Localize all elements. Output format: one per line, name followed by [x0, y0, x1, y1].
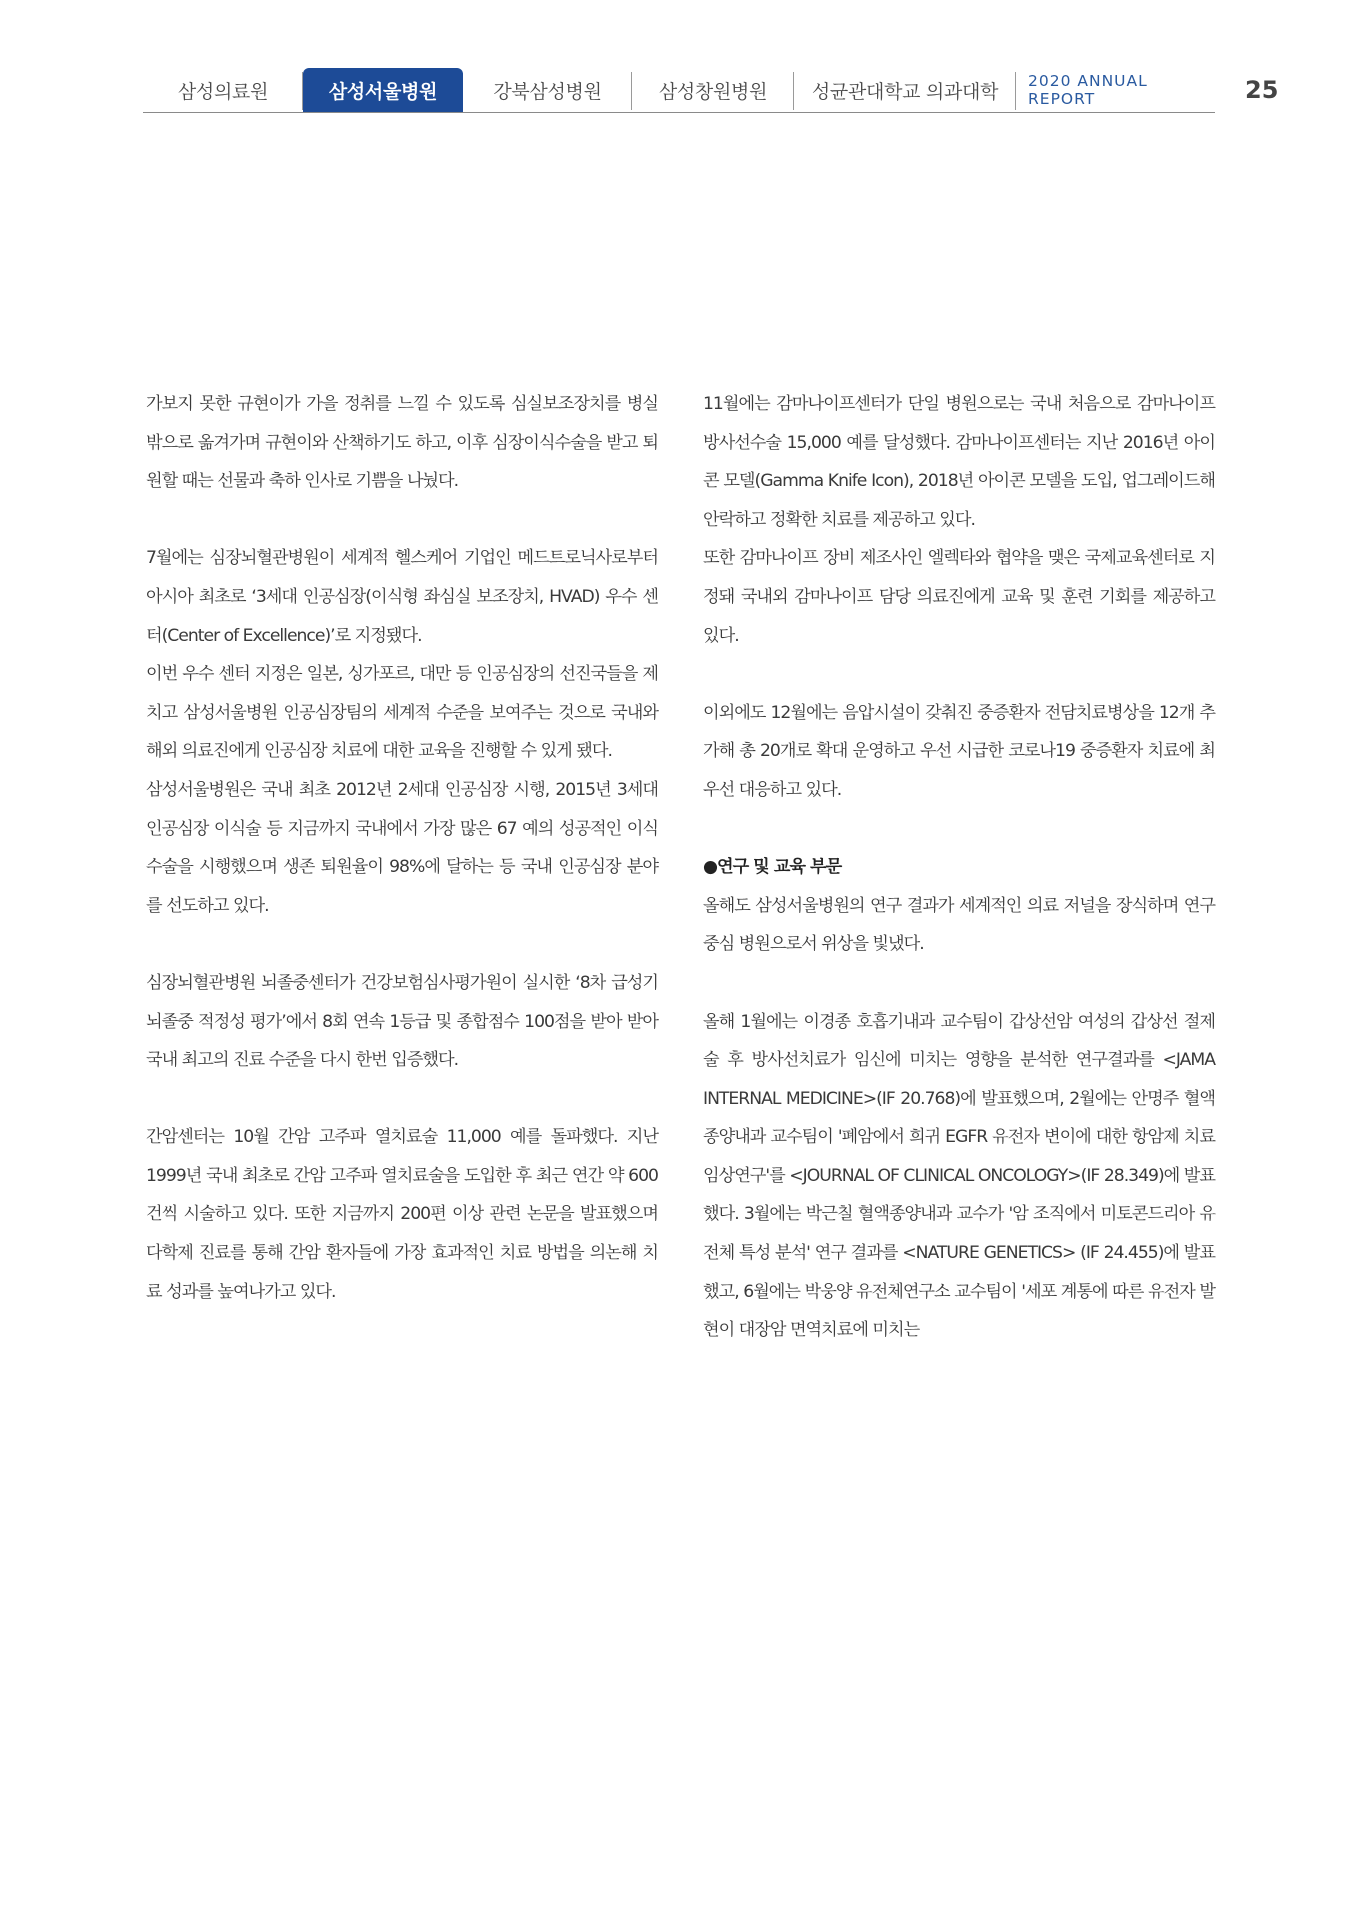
- tab-skku-medical-school[interactable]: 성균관대학교 의과대학: [794, 68, 1016, 112]
- paragraph: 11월에는 감마나이프센터가 단일 병원으로는 국내 처음으로 감마나이프 방사선수술 15,000 예를 달성했다. 감마나이프센터는 지난 2016년 아이콘 모델(Gamma Knife Icon), 2018년 아이콘 모델을 도입, 업그레이드해 안락하고 정확한 치료를 제공하고 있다.: [703, 394, 1215, 530]
- right-column: [703, 385, 1215, 1350]
- tab-samsung-seoul-hospital[interactable]: 삼성서울병원: [303, 68, 463, 112]
- tab-kangbuk-samsung-hospital[interactable]: 강북삼성병원: [463, 68, 632, 112]
- paragraph: 올해 1월에는 이경종 호흡기내과 교수팀이 갑상선암 여성의 갑상선 절제술 후 방사선치료가 임신에 미치는 영향을 분석한 연구결과를 <JAMA INTERNAL MEDICINE>(IF 20.768)에 발표했으며, 2월에는 안명주 혈액종양내과 교수팀이 '폐암에서 희귀 EGFR 유전자 변이에 대한 항암제 치료 임상연구'를 <JOURNAL OF CLINICAL ONCOLOGY>(IF 28.349)에 발표했다. 3월에는 박근칠 혈액종양내과 교수가 '암 조직에서 미토콘드리아 유전체 특성 분석' 연구 결과를 <NATURE GENETICS> (IF 24.455)에 발표했고, 6월에는 박웅양 유전체연구소 교수팀이 '세포 계통에 따른 유전자 발현이 대장암 면역치료에 미치는: [703, 1011, 1215, 1341]
- paragraph: 심장뇌혈관병원 뇌졸중센터가 건강보험심사평가원이 실시한 ‘8차 급성기 뇌졸중 적정성 평가’에서 8회 연속 1등급 및 종합점수 100점을 받아 받아 국내 최고의 진료 수준을 다시 한번 입증했다.: [146, 972, 658, 1071]
- tab-samsung-medical-center[interactable]: 삼성의료원: [143, 68, 303, 112]
- section-heading: ●연구 및 교육 부문: [703, 857, 842, 878]
- page-number: 25: [1245, 76, 1279, 104]
- paragraph: 간암센터는 10월 간암 고주파 열치료술 11,000 예를 돌파했다. 지난 1999년 국내 최초로 간암 고주파 열치료술을 도입한 후 최근 연간 약 600건씩 시술하고 있다. 또한 지금까지 200편 이상 관련 논문을 발표했으며 다학제 진료를 통해 간암 환자들에 가장 효과적인 치료 방법을 의논해 치료 성과를 높여나가고 있다.: [146, 1127, 658, 1302]
- paragraph: 올해도 삼성서울병원의 연구 결과가 세계적인 의료 저널을 장식하며 연구 중심 병원으로서 위상을 빛냈다.: [703, 895, 1215, 955]
- tab-samsung-changwon-hospital[interactable]: 삼성창원병원: [632, 68, 794, 112]
- paragraph: 7월에는 심장뇌혈관병원이 세계적 헬스케어 기업인 메드트로닉사로부터 아시아 최초로 ‘3세대 인공심장(이식형 좌심실 보조장치, HVAD) 우수 센터(Center of Excellence)’로 지정됐다.: [146, 548, 658, 646]
- paragraph: 또한 감마나이프 장비 제조사인 엘렉타와 협약을 맺은 국제교육센터로 지정돼 국내외 감마나이프 담당 의료진에게 교육 및 훈련 기회를 제공하고 있다.: [703, 548, 1215, 646]
- paragraph: 이번 우수 센터 지정은 일본, 싱가포르, 대만 등 인공심장의 선진국들을 제치고 삼성서울병원 인공심장팀의 세계적 수준을 보여주는 것으로 국내와 해외 의료진에게 인공심장 치료에 대한 교육을 진행할 수 있게 됐다.: [146, 664, 658, 762]
- section-tabs: [143, 68, 1016, 112]
- report-label: 2020 ANNUAL REPORT: [1028, 72, 1148, 108]
- left-column: [146, 385, 658, 1311]
- paragraph: 이외에도 12월에는 음압시설이 갖춰진 중증환자 전담치료병상을 12개 추가해 총 20개로 확대 운영하고 우선 시급한 코로나19 중증환자 치료에 최우선 대응하고 있다.: [703, 702, 1215, 800]
- paragraph: 삼성서울병원은 국내 최초 2012년 2세대 인공심장 시행, 2015년 3세대 인공심장 이식술 등 지금까지 국내에서 가장 많은 67 예의 성공적인 이식 수술을 시행했으며 생존 퇴원율이 98%에 달하는 등 국내 인공심장 분야를 선도하고 있다.: [146, 779, 658, 916]
- paragraph: 가보지 못한 규현이가 가을 정취를 느낄 수 있도록 심실보조장치를 병실 밖으로 옮겨가며 규현이와 산책하기도 하고, 이후 심장이식수술을 받고 퇴원할 때는 선물과 축하 인사로 기쁨을 나눴다.: [146, 394, 658, 492]
- header: [143, 68, 1215, 113]
